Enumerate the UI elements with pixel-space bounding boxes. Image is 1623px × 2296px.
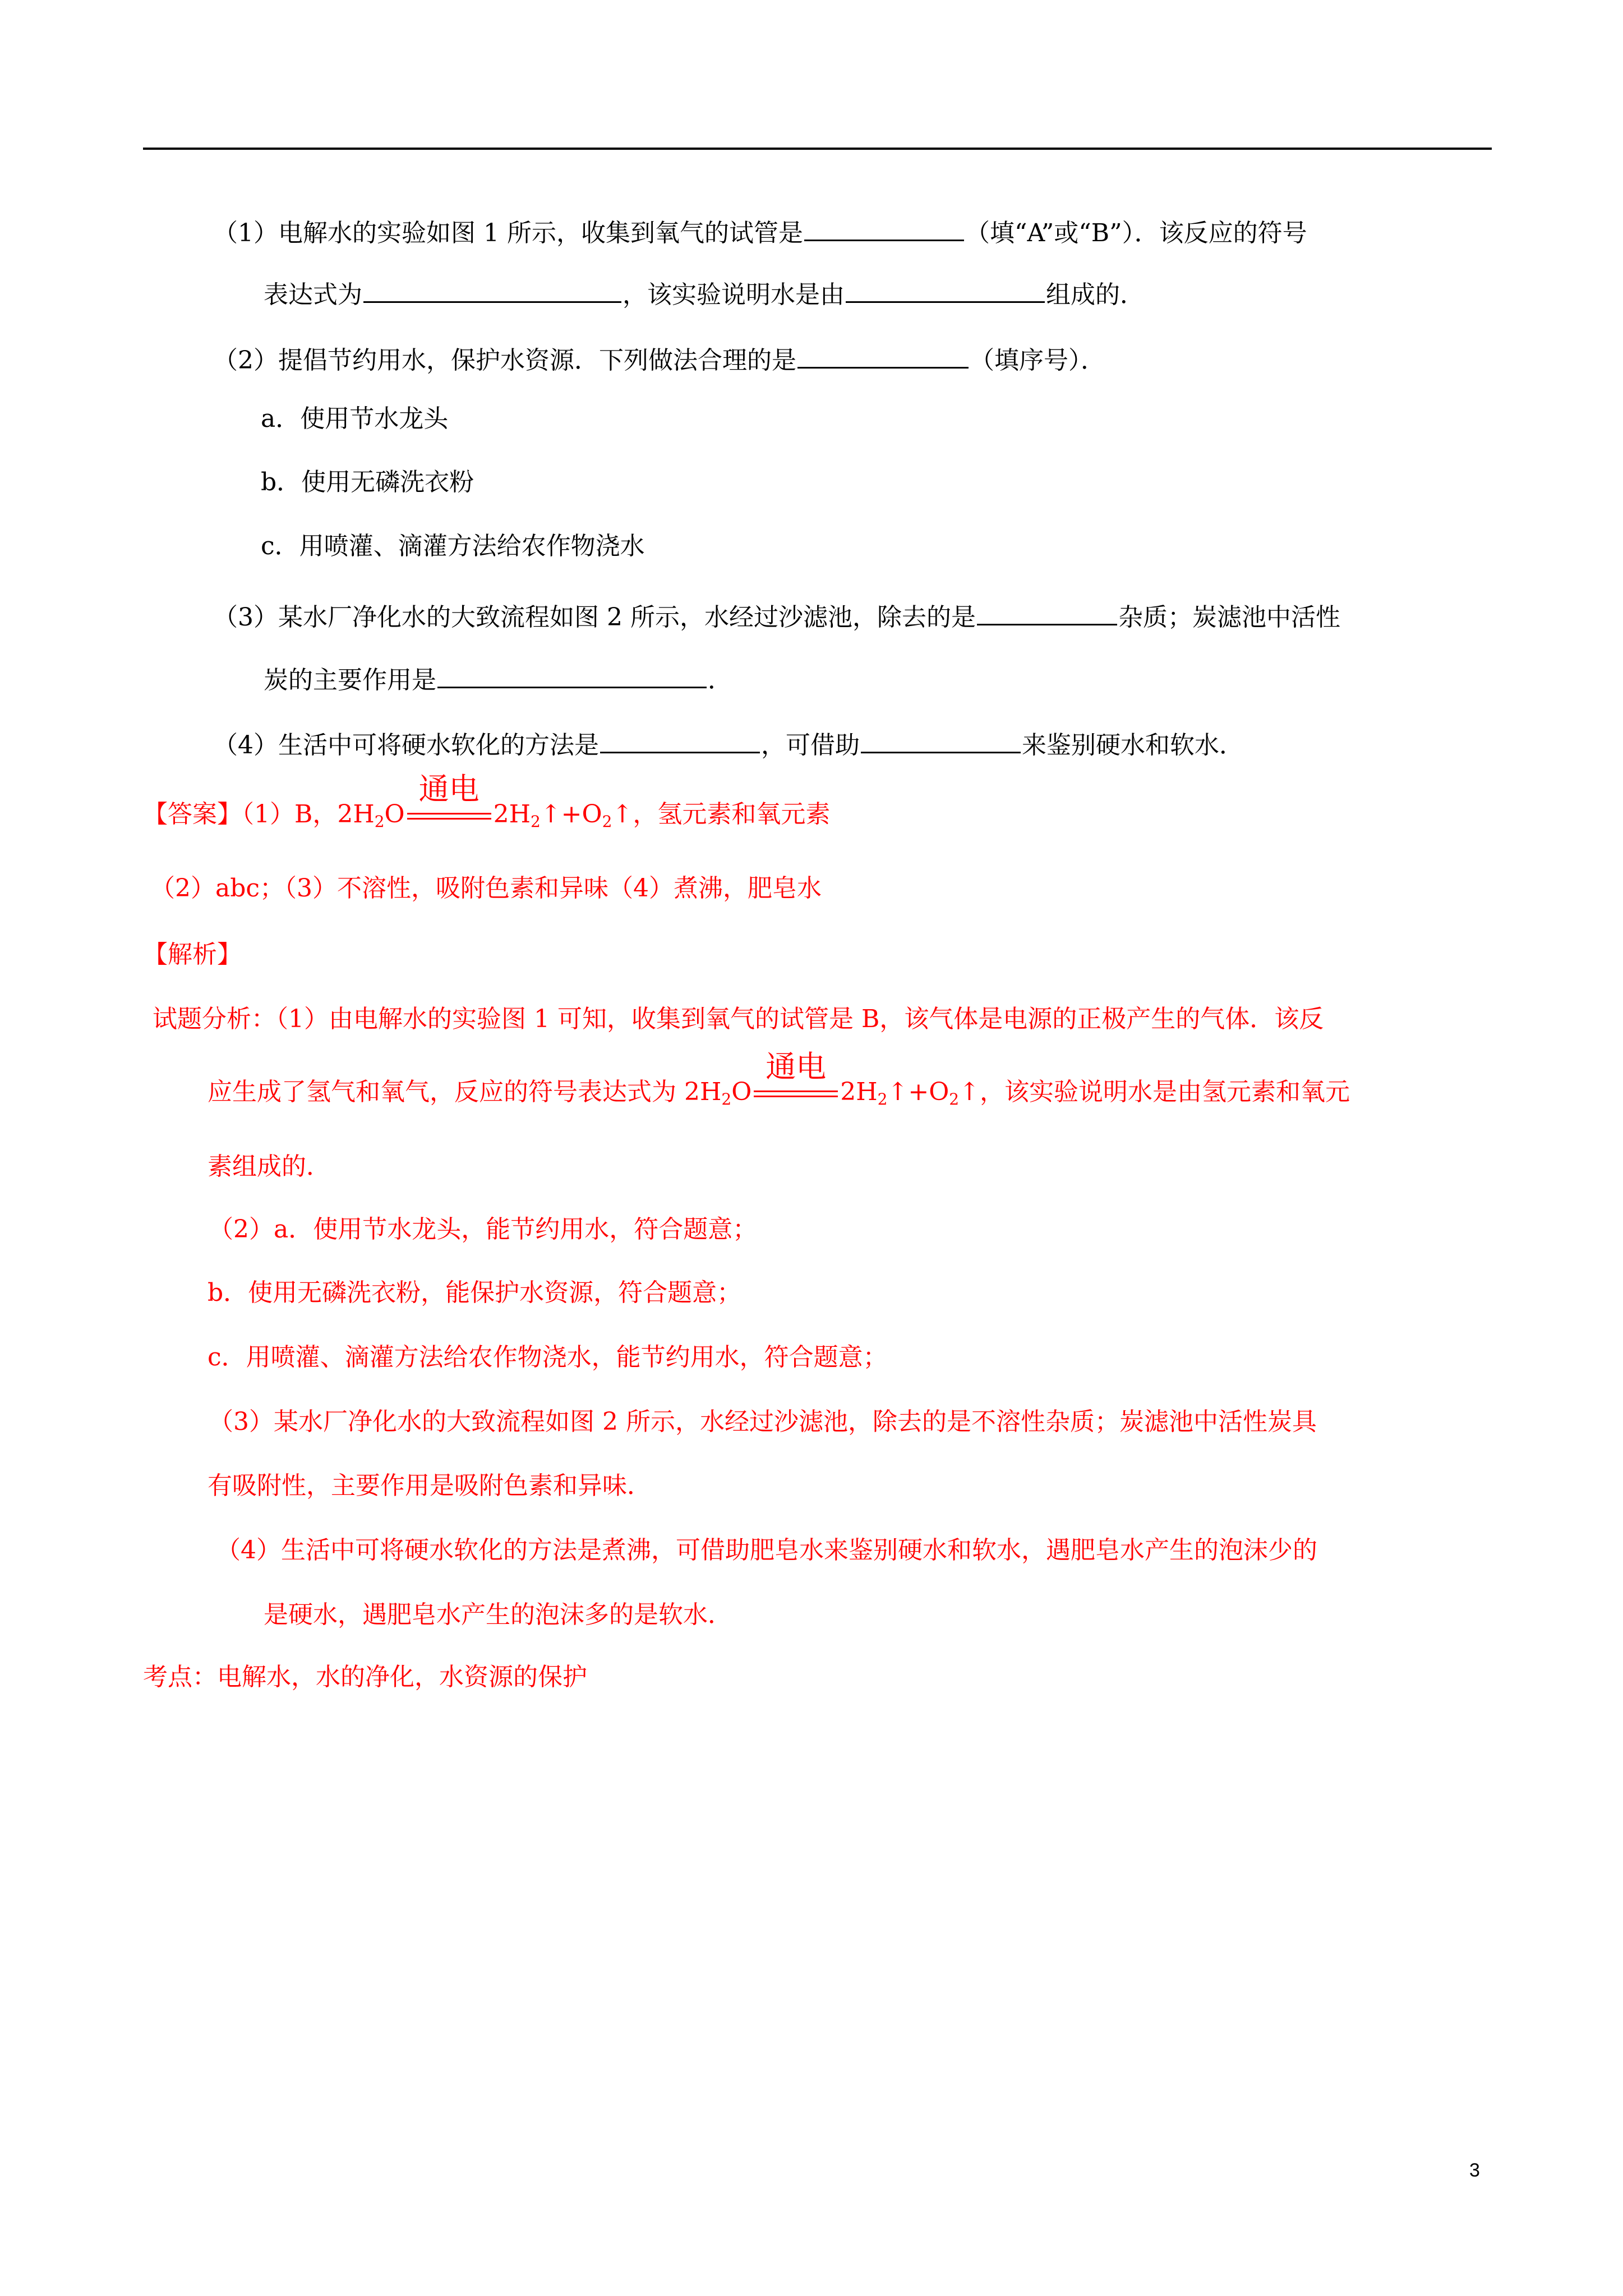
reaction-condition: 通电 [418, 771, 479, 807]
analysis-text-end: ↑，该实验说明水是由氢元素和氧元 [959, 1078, 1350, 1106]
subscript: 2 [530, 812, 541, 831]
analysis-p1-line1: 试题分析：（1）由电解水的实验图 1 可知，收集到氧气的试管是 B，该气体是电源的正极产生的气体．该反 [153, 1005, 1324, 1033]
q4-blank-soften [600, 727, 760, 753]
analysis-p6-line2: 是硬水，遇肥皂水产生的泡沫多的是软水． [264, 1600, 732, 1629]
analysis-p5-line1: （3）某水厂净化水的大致流程如图 2 所示，水经过沙滤池，除去的是不溶性杂质；炭滤池中活性炭具 [209, 1407, 1317, 1436]
q3-line2 [264, 662, 732, 693]
analysis-p1-line3: 素组成的． [208, 1152, 331, 1181]
analysis-p4: c．用喷灌、滴灌方法给农作物浇水，能节约用水，符合题意； [208, 1343, 888, 1372]
answer-text-o2: ↑+O [540, 800, 602, 829]
answer-text: （1）B，2H [242, 800, 375, 829]
answer-line2: （2）abc；（3）不溶性，吸附色素和异味（4）煮沸，肥皂水 [150, 874, 822, 903]
q3-blank-carbon [437, 662, 707, 688]
q1-line2 [264, 277, 1145, 307]
q4-text-3: 来鉴别硬水和软水． [1022, 731, 1244, 760]
answer-text-end: ↑，氢元素和氧元素 [612, 800, 831, 829]
subscript: 2 [949, 1090, 960, 1108]
analysis-p2: （2）a．使用节水龙头，能节约用水，符合题意； [209, 1215, 758, 1244]
answer-label: 【答案】 [143, 800, 242, 829]
subscript: 2 [602, 812, 612, 831]
answer-line1 [143, 771, 831, 831]
q1-blank-composition [846, 277, 1045, 303]
subscript: 2 [721, 1090, 732, 1108]
analysis-p6-line1: （4）生活中可将硬水软化的方法是煮沸，可借助肥皂水来鉴别硬水和软水，遇肥皂水产生的泡沫少的 [216, 1536, 1317, 1565]
q1-blank-equation [363, 277, 621, 303]
page-number: 3 [1469, 2160, 1480, 2181]
reaction-arrow [405, 771, 494, 827]
option-a: a．使用节水龙头 [261, 404, 449, 433]
q2-blank [797, 342, 969, 369]
analysis-text-o: O [731, 1078, 752, 1106]
q2-line [213, 342, 1105, 373]
analysis-p5-line2: 有吸附性，主要作用是吸附色素和异味． [208, 1471, 652, 1500]
subscript: 2 [877, 1090, 888, 1108]
analysis-text-o2: ↑+O [887, 1078, 949, 1106]
q4-blank-identify [861, 727, 1021, 753]
q1-line1 [213, 215, 1307, 246]
answer-text-o: O [384, 800, 405, 829]
q3-line1 [213, 599, 1340, 630]
q2-text-2: （填序号）． [970, 346, 1105, 375]
q1-text-3: 表达式为 [264, 280, 362, 309]
q1-text-5: 组成的． [1046, 280, 1145, 309]
q1-text-2: （填“A”或“B”）．该反应的符号 [965, 219, 1307, 247]
q2-text: （2）提倡节约用水，保护水资源．下列做法合理的是 [213, 346, 796, 375]
option-b: b．使用无磷洗衣粉 [261, 468, 474, 496]
reaction-condition-2: 通电 [766, 1049, 827, 1084]
q4-text-2: ，可借助 [761, 731, 860, 760]
q1-blank-tube [804, 215, 964, 241]
analysis-label: 【解析】 [143, 940, 242, 969]
analysis-text: 应生成了氢气和氧气，反应的符号表达式为 2H [208, 1078, 722, 1106]
q3-blank-impurity [977, 599, 1117, 625]
reaction-arrow-2 [751, 1049, 840, 1105]
q3-text-2: 杂质；炭滤池中活性 [1118, 603, 1340, 632]
analysis-p1-line2 [208, 1049, 1350, 1108]
q4-text: （4）生活中可将硬水软化的方法是 [213, 731, 599, 760]
q1-text: （1）电解水的实验如图 1 所示，收集到氧气的试管是 [213, 219, 803, 247]
header-rule [143, 148, 1492, 150]
analysis-p3: b．使用无磷洗衣粉，能保护水资源，符合题意； [208, 1278, 742, 1307]
option-c: c．用喷灌、滴灌方法给农作物浇水 [261, 532, 645, 560]
key-points: 考点：电解水，水的净化，水资源的保护 [143, 1663, 587, 1691]
q1-text-4: ，该实验说明水是由 [623, 280, 845, 309]
q4-line [213, 727, 1244, 758]
analysis-text-h2: 2H [840, 1078, 878, 1106]
q3-text: （3）某水厂净化水的大致流程如图 2 所示，水经过沙滤池，除去的是 [213, 603, 976, 632]
answer-text-h2: 2H [493, 800, 531, 829]
q3-text-3: 炭的主要作用是 [264, 666, 436, 694]
subscript: 2 [374, 812, 385, 831]
q3-text-4: ． [708, 666, 732, 694]
